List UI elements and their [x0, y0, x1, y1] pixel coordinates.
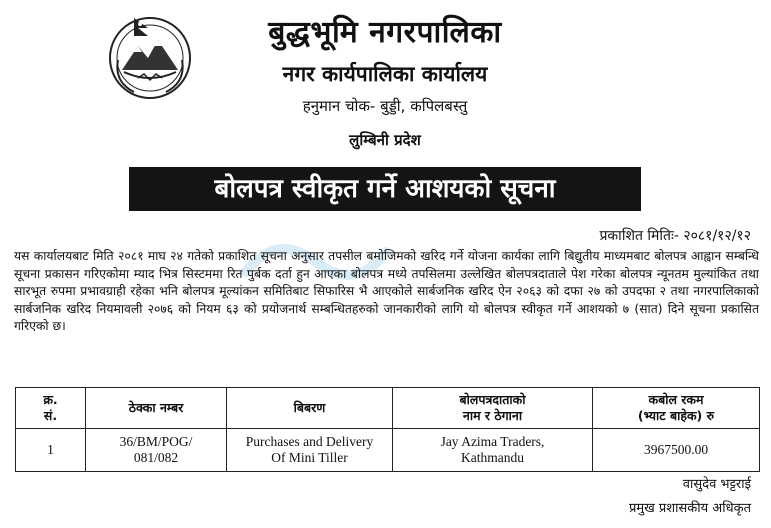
nepal-government-emblem-icon: [104, 10, 196, 102]
signatory-designation: प्रमुख प्रशासकीय अधिकृत: [628, 501, 751, 516]
table-row: [16, 429, 760, 472]
header-bidder-line2: नाम र ठेगाना: [462, 408, 523, 423]
province-name: लुम्बिनी प्रदेश: [349, 131, 421, 149]
cell-bidder-line1: Jay Azima Traders,: [440, 434, 545, 449]
office-name: नगर कार्यपालिका कार्यालय: [282, 62, 488, 86]
header-amount-line2: (भ्याट बाहेक) रु: [637, 408, 715, 423]
published-date: प्रकाशित मितिः- २०८१/१२/१२: [599, 228, 751, 244]
cell-serial-number: 1: [16, 429, 86, 472]
cell-amount: 3967500.00: [593, 429, 760, 472]
cell-bidder: [393, 429, 593, 472]
signatory-block: [629, 473, 751, 521]
header-bidder-line1: बोलपत्रदाताको: [459, 392, 526, 407]
table-header-row: [16, 388, 760, 429]
header-serial-line2: सं.: [43, 408, 58, 423]
cell-description-line1: Purchases and Delivery: [245, 434, 374, 449]
cell-contract-line2: 081/082: [133, 450, 179, 465]
cell-contract-line1: 36/BM/POG/: [119, 434, 193, 449]
header-contract-number: ठेक्का नम्बर: [86, 388, 227, 429]
header-serial-number: [16, 388, 86, 429]
cell-contract-number: [86, 429, 227, 472]
office-address: हनुमान चोक- बुड्डी, कपिलबस्तु: [302, 97, 468, 115]
notice-body: यस कार्यालयबाट मिति २०८१ माघ २४ गतेको प्रकाशित सूचना अनुसार तपसील बमोजिमको खरिद गर्ने योजना कार्यका लागि बिद्युतीय माध्यमबाट बोलपत्र आह्वान सम्बन्धि सूचना प्रकासन गरिएकोमा म्याद भित्र सिस्टममा रित पुर्बक दर्ता हुन आएका बोलपत्र मध्ये तपसिलमा उल्लेखित बोलपत्रदाताले पेश गरेका बोलपत्र न्यूनतम मुल्यांकित तथा सारभूत रुपमा प्रभावग्राही रहेका भनि बोलपत्र मूल्यांकन समितिबाट सिफारिस भै आएकोले सार्बजनिक खरिद ऐन २०६३ को दफा २७ को उपदफा २ तथा नगरपालिकाको सार्बजनिक खरिद नियमावली २०७६ को नियम ६३ को प्रयोजनार्थ सम्बन्धितहरुको जानकारीको लागि यो बोलपत्र स्वीकृत गर्ने आशयको ७ (सात) दिने सूचना प्रकासित गरिएको छ।: [14, 249, 759, 334]
notice-title: बोलपत्र स्वीकृत गर्ने आशयको सूचना: [129, 167, 641, 211]
signatory-name: वासुदेव भट्टराई: [682, 477, 751, 492]
header-serial-line1: क्र.: [43, 392, 58, 407]
header-description: बिबरण: [227, 388, 393, 429]
header-amount: [593, 388, 760, 429]
cell-description-line2: Of Mini Tiller: [271, 450, 348, 465]
cell-bidder-line2: Kathmandu: [461, 450, 524, 465]
header-bidder: [393, 388, 593, 429]
municipality-name: बुद्धभूमि नगरपालिका: [268, 15, 502, 50]
cell-description: [227, 429, 393, 472]
header-amount-line1: कबोल रकम: [648, 392, 704, 407]
bid-table: [15, 387, 760, 472]
